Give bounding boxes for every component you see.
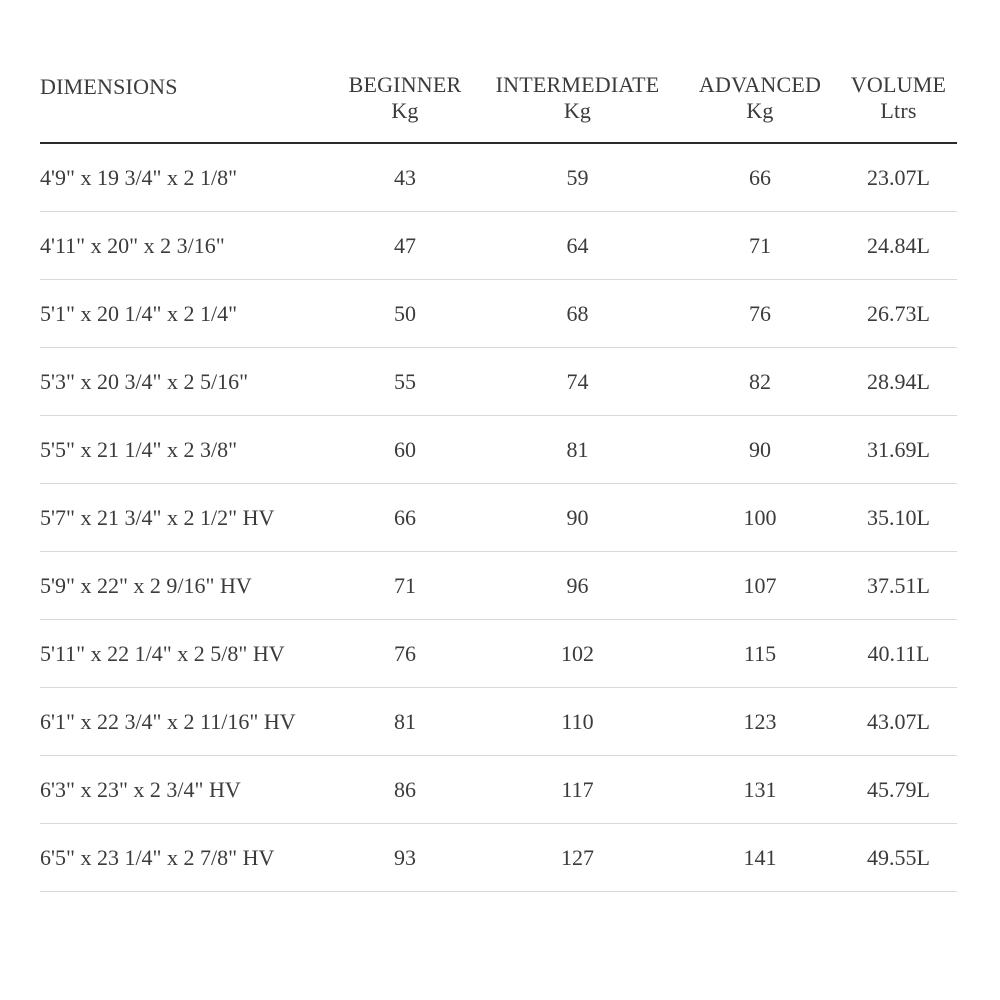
cell-dimensions: 6'5" x 23 1/4" x 2 7/8" HV	[40, 844, 275, 870]
header-intermediate	[475, 72, 680, 142]
cell-volume: 23.07L	[867, 164, 930, 190]
cell-beginner: 43	[394, 164, 416, 190]
cell-volume: 35.10L	[867, 504, 930, 530]
cell-volume: 40.11L	[867, 640, 930, 666]
cell-advanced: 90	[749, 436, 771, 462]
header-volume	[840, 72, 957, 142]
cell-advanced: 76	[749, 300, 771, 326]
cell-dimensions: 5'7" x 21 3/4" x 2 1/2" HV	[40, 504, 275, 530]
cell-intermediate: 102	[561, 640, 594, 666]
header-advanced	[680, 72, 840, 142]
cell-beginner: 71	[394, 572, 416, 598]
cell-beginner: 50	[394, 300, 416, 326]
cell-dimensions: 5'5" x 21 1/4" x 2 3/8"	[40, 436, 238, 462]
cell-intermediate: 68	[566, 300, 589, 326]
cell-dimensions: 6'1" x 22 3/4" x 2 11/16" HV	[40, 708, 296, 734]
cell-advanced: 100	[743, 504, 777, 530]
header-volume-unit: Ltrs	[880, 98, 917, 123]
header-dimensions-label: DIMENSIONS	[40, 74, 178, 99]
cell-dimensions: 4'9" x 19 3/4" x 2 1/8"	[40, 164, 238, 190]
table-row	[40, 756, 957, 824]
cell-advanced: 107	[743, 572, 777, 598]
cell-intermediate: 64	[566, 232, 589, 258]
header-beginner	[335, 72, 475, 142]
cell-dimensions: 5'1" x 20 1/4" x 2 1/4"	[40, 300, 238, 326]
cell-beginner: 86	[394, 776, 416, 802]
cell-beginner: 81	[394, 708, 416, 734]
header-beginner-unit: Kg	[391, 98, 419, 123]
header-intermediate-label: INTERMEDIATE	[495, 72, 660, 97]
cell-intermediate: 127	[561, 844, 594, 870]
cell-volume: 43.07L	[867, 708, 930, 734]
cell-dimensions: 5'11" x 22 1/4" x 2 5/8" HV	[40, 640, 285, 666]
table-header-row	[40, 72, 957, 144]
cell-advanced: 82	[749, 368, 771, 394]
cell-advanced: 141	[743, 844, 777, 870]
table-row	[40, 484, 957, 552]
cell-advanced: 71	[749, 232, 771, 258]
table-row	[40, 144, 957, 212]
cell-volume: 28.94L	[867, 368, 930, 394]
header-advanced-unit: Kg	[746, 98, 774, 123]
cell-dimensions: 4'11" x 20" x 2 3/16"	[40, 232, 225, 258]
table-row	[40, 688, 957, 756]
cell-beginner: 47	[394, 232, 416, 258]
cell-volume: 31.69L	[867, 436, 930, 462]
cell-volume: 49.55L	[867, 844, 930, 870]
cell-intermediate: 81	[566, 436, 589, 462]
cell-volume: 37.51L	[867, 572, 930, 598]
cell-beginner: 66	[394, 504, 416, 530]
cell-intermediate: 117	[561, 776, 594, 802]
cell-advanced: 115	[743, 640, 777, 666]
table-row	[40, 416, 957, 484]
cell-beginner: 55	[394, 368, 416, 394]
cell-volume: 45.79L	[867, 776, 930, 802]
cell-beginner: 60	[394, 436, 416, 462]
cell-intermediate: 59	[566, 164, 589, 190]
header-advanced-label: ADVANCED	[698, 72, 822, 97]
cell-intermediate: 90	[566, 504, 589, 530]
cell-dimensions: 6'3" x 23" x 2 3/4" HV	[40, 776, 241, 802]
header-intermediate-unit: Kg	[563, 98, 592, 123]
table-row	[40, 824, 957, 892]
cell-intermediate: 110	[561, 708, 594, 734]
table-row	[40, 212, 957, 280]
header-beginner-label: BEGINNER	[348, 72, 462, 97]
table-row	[40, 552, 957, 620]
cell-beginner: 76	[394, 640, 416, 666]
table-row	[40, 348, 957, 416]
cell-dimensions: 5'3" x 20 3/4" x 2 5/16"	[40, 368, 249, 394]
cell-volume: 26.73L	[867, 300, 930, 326]
table-row	[40, 620, 957, 688]
size-chart-table	[40, 72, 957, 892]
cell-intermediate: 74	[566, 368, 589, 394]
cell-beginner: 93	[394, 844, 416, 870]
cell-advanced: 66	[749, 164, 771, 190]
cell-dimensions: 5'9" x 22" x 2 9/16" HV	[40, 572, 252, 598]
cell-advanced: 131	[743, 776, 777, 802]
cell-advanced: 123	[743, 708, 777, 734]
header-dimensions	[40, 72, 335, 142]
cell-intermediate: 96	[566, 572, 589, 598]
table-row	[40, 280, 957, 348]
header-volume-label: VOLUME	[850, 72, 947, 97]
cell-volume: 24.84L	[867, 232, 930, 258]
